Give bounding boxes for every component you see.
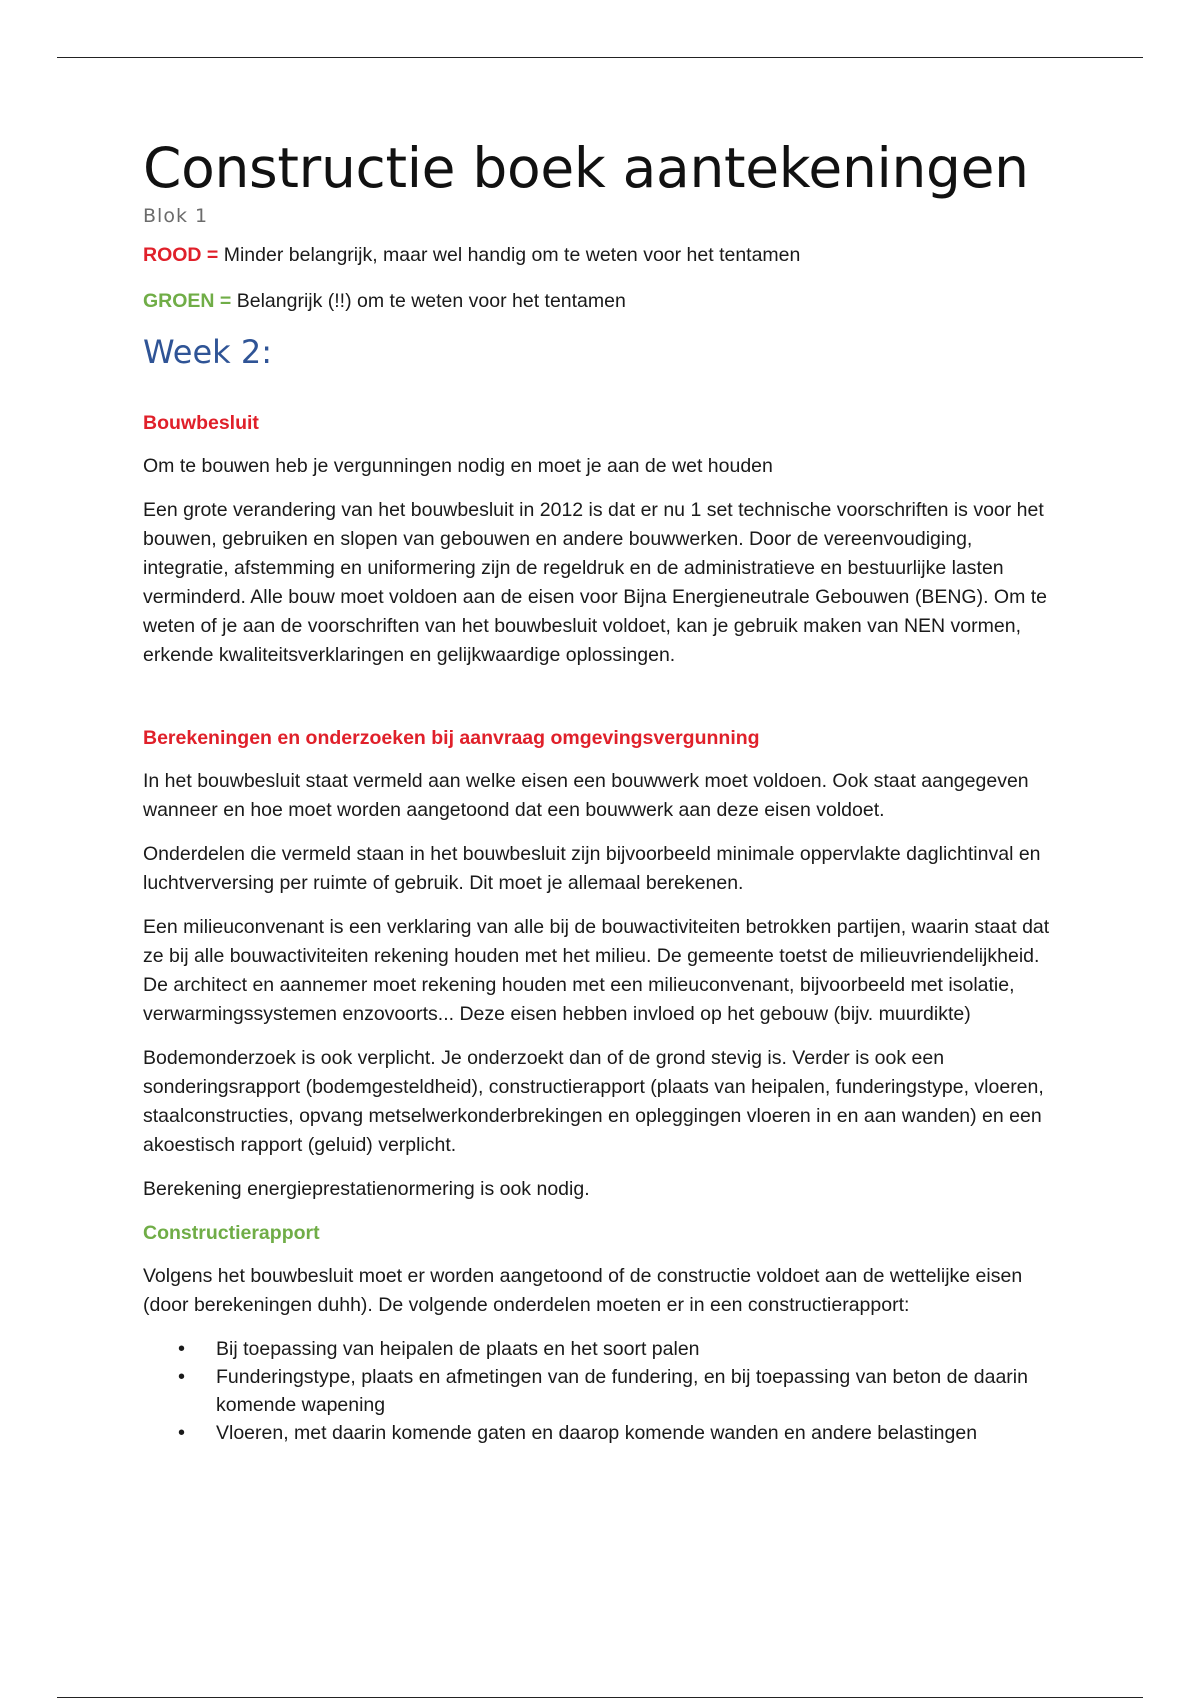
legend-red [143, 241, 1063, 270]
paragraph: Om te bouwen heb je vergunningen nodig en moet je aan de wet houden [143, 454, 773, 477]
list-item [178, 1419, 1063, 1447]
bullet-icon: • [178, 1337, 186, 1360]
list-item [178, 1335, 1063, 1363]
list-item-text: Funderingstype, plaats en afmetingen van de fundering, en bij toepassing van beton de daarin komende wapening [216, 1365, 1028, 1416]
bottom-divider [57, 1697, 1143, 1698]
legend-green [143, 287, 1063, 316]
paragraph: Berekening energieprestatienormering is ook nodig. [143, 1177, 590, 1200]
bullet-icon: • [178, 1421, 186, 1444]
paragraph: Onderdelen die vermeld staan in het bouwbesluit zijn bijvoorbeeld minimale oppervlakte daglichtinval en luchtverversing per ruimte of gebruik. Dit moet je allemaal berekenen. [143, 842, 1041, 894]
list-item [178, 1363, 1063, 1419]
spacer [143, 685, 1063, 724]
paragraph: Bodemonderzoek is ook verplicht. Je onderzoekt dan of de grond stevig is. Verder is ook een sonderingsrapport (bodemgesteldheid), constructierapport (plaats van heipalen, funderingstype, vloeren, staalconstructies, opvang metselwerkonderbrekingen en opleggingen vloeren in en aan wanden) en een akoestisch rapport (geluid) verplicht. [143, 1046, 1044, 1156]
bullet-list [143, 1335, 1063, 1447]
legend-key-green: GROEN = [143, 289, 232, 312]
bullet-icon: • [178, 1365, 186, 1388]
list-item-text: Vloeren, met daarin komende gaten en daarop komende wanden en andere belastingen [216, 1421, 978, 1444]
paragraph: Een milieuconvenant is een verklaring van alle bij de bouwactiviteiten betrokken partijen, waarin staat dat ze bij alle bouwactiviteiten rekening houden met het milieu. De gemeente toetst de milieuvriendelijkheid. De architect en aannemer moet rekening houden met een milieuconvenant, bijvoorbeeld met isolatie, verwarmingssystemen enzovoorts... Deze eisen hebben invloed op het gebouw (bijv. muurdikte) [143, 915, 1050, 1025]
week-heading: Week 2: [143, 332, 272, 371]
section-heading-bouwbesluit: Bouwbesluit [143, 411, 259, 434]
top-divider [57, 57, 1143, 58]
document-page [143, 138, 1063, 1447]
legend-text-green: Belangrijk (!!) om te weten voor het tentamen [231, 289, 626, 312]
list-item-text: Bij toepassing van heipalen de plaats en het soort palen [216, 1337, 700, 1360]
legend-key-red: ROOD = [143, 243, 219, 266]
paragraph: Een grote verandering van het bouwbesluit in 2012 is dat er nu 1 set technische voorschriften is voor het bouwen, gebruiken en slopen van gebouwen en andere bouwwerken. Door de vereenvoudiging, integratie, afstemming en uniformering zijn de regeldruk en de administratieve en bestuurlijke lasten verminderd. Alle bouw moet voldoen aan de eisen voor Bijna Energieneutrale Gebouwen (BENG). Om te weten of je aan de voorschriften van het bouwbesluit voldoet, kan je gebruik maken van NEN vormen, erkende kwaliteitsverklaringen en gelijkwaardige oplossingen. [143, 498, 1047, 666]
document-title: Constructie boek aantekeningen [143, 136, 1029, 200]
legend-text-red: Minder belangrijk, maar wel handig om te weten voor het tentamen [218, 243, 801, 266]
document-subtitle: Blok 1 [143, 204, 209, 227]
section-heading-berekeningen: Berekeningen en onderzoeken bij aanvraag omgevingsvergunning [143, 726, 760, 749]
paragraph: Volgens het bouwbesluit moet er worden aangetoond of de constructie voldoet aan de wettelijke eisen (door berekeningen duhh). De volgende onderdelen moeten er in een constructierapport: [143, 1264, 1023, 1316]
section-heading-constructierapport: Constructierapport [143, 1221, 320, 1244]
paragraph: In het bouwbesluit staat vermeld aan welke eisen een bouwwerk moet voldoen. Ook staat aangegeven wanneer en hoe moet worden aangetoond dat een bouwwerk aan deze eisen voldoet. [143, 769, 1029, 821]
